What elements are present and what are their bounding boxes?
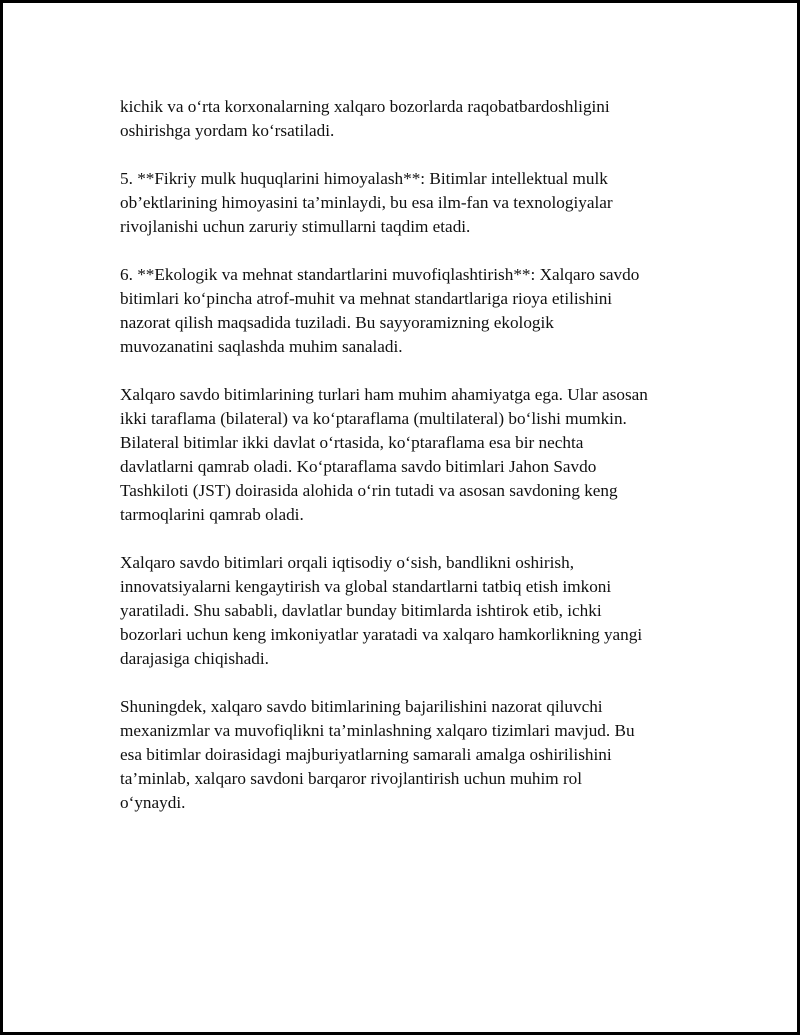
paragraph-3 (120, 263, 700, 359)
text-line: kichik va o‘rta korxonalarning xalqaro bozorlarda raqobatbardoshligini (120, 97, 610, 116)
paragraph-5 (120, 551, 700, 671)
text-line: ta’minlab, xalqaro savdoni barqaror rivojlantirish uchun muhim rol (120, 769, 583, 788)
text-line: darajasiga chiqishadi. (120, 649, 269, 668)
text-line: esa bitimlar doirasidagi majburiyatlarning samarali amalga oshirilishini (120, 745, 612, 764)
paragraph-6 (120, 695, 700, 815)
text-line: o‘ynaydi. (120, 793, 186, 812)
text-line: bitimlari ko‘pincha atrof-muhit va mehnat standartlariga rioya etilishini (120, 289, 613, 308)
text-line: oshirishga yordam ko‘rsatiladi. (120, 121, 335, 140)
text-line: nazorat qilish maqsadida tuziladi. Bu sayyoramizning ekologik (120, 313, 554, 332)
paragraph-1 (120, 95, 700, 143)
text-line: 6. **Ekologik va mehnat standartlarini muvofiqlashtirish**: Xalqaro savdo (120, 265, 640, 284)
paragraph-4 (120, 383, 700, 527)
text-line: 5. **Fikriy mulk huquqlarini himoyalash**: Bitimlar intellektual mulk (120, 169, 608, 188)
text-line: Xalqaro savdo bitimlari orqali iqtisodiy o‘sish, bandlikni oshirish, (120, 553, 574, 572)
document-body (120, 95, 700, 839)
text-line: ob’ektlarining himoyasini ta’minlaydi, bu esa ilm-fan va texnologiyalar (120, 193, 613, 212)
text-line: muvozanatini saqlashda muhim sanaladi. (120, 337, 403, 356)
text-line: Xalqaro savdo bitimlarining turlari ham muhim ahamiyatga ega. Ular asosan (120, 385, 648, 404)
text-line: rivojlanishi uchun zaruriy stimullarni taqdim etadi. (120, 217, 471, 236)
text-line: yaratiladi. Shu sababli, davlatlar bunday bitimlarda ishtirok etib, ichki (120, 601, 602, 620)
paragraph-2 (120, 167, 700, 239)
text-line: bozorlari uchun keng imkoniyatlar yaratadi va xalqaro hamkorlikning yangi (120, 625, 643, 644)
text-line: Shuningdek, xalqaro savdo bitimlarining bajarilishini nazorat qiluvchi (120, 697, 603, 716)
text-line: Tashkiloti (JST) doirasida alohida o‘rin tutadi va asosan savdoning keng (120, 481, 618, 500)
text-line: tarmoqlarini qamrab oladi. (120, 505, 304, 524)
text-line: innovatsiyalarni kengaytirish va global standartlarni tatbiq etish imkoni (120, 577, 612, 596)
text-line: davlatlarni qamrab oladi. Ko‘ptaraflama savdo bitimlari Jahon Savdo (120, 457, 597, 476)
text-line: mexanizmlar va muvofiqlikni ta’minlashning xalqaro tizimlari mavjud. Bu (120, 721, 635, 740)
text-line: ikki taraflama (bilateral) va ko‘ptaraflama (multilateral) bo‘lishi mumkin. (120, 409, 627, 428)
text-line: Bilateral bitimlar ikki davlat o‘rtasida, ko‘ptaraflama esa bir nechta (120, 433, 584, 452)
